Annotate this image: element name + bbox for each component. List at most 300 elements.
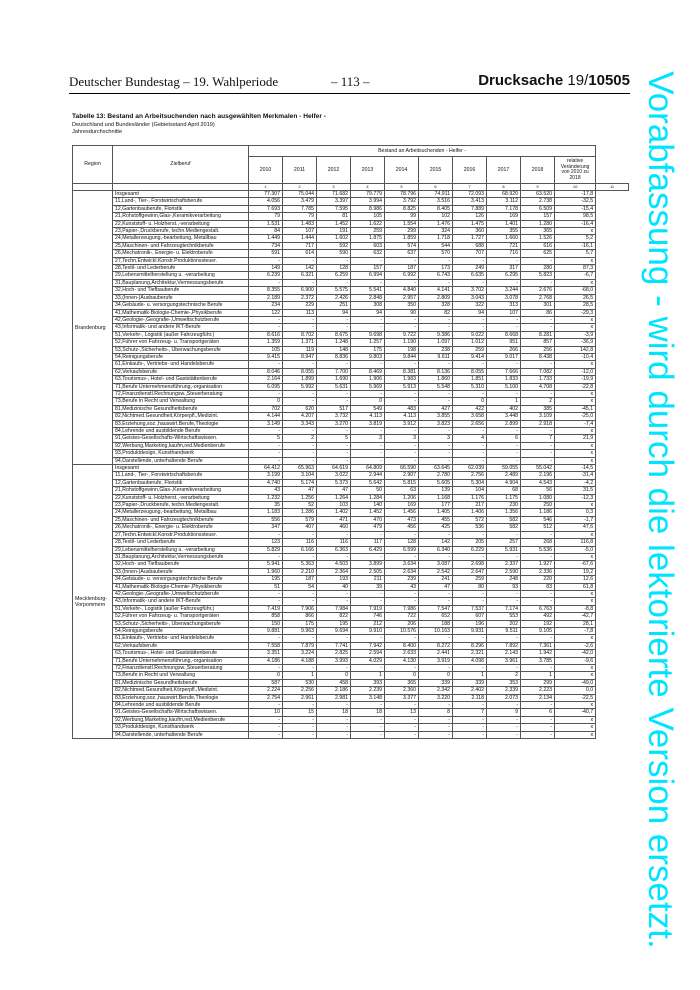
value-cell: x: [555, 731, 596, 738]
value-cell: 248: [487, 576, 521, 583]
zielberuf-header: Zielberuf: [113, 146, 249, 184]
zielberuf-cell: 22,Kunststoff- u. Holzherst.,-verarbeitung: [113, 220, 249, 227]
value-cell: 2.698: [453, 561, 487, 568]
value-cell: 7.700: [317, 368, 351, 375]
value-cell: 9.803: [351, 353, 385, 360]
value-cell: -: [283, 731, 317, 738]
value-cell: 2.848: [351, 294, 385, 301]
value-cell: 94: [317, 309, 351, 316]
table-row: [73, 413, 629, 420]
value-cell: -: [419, 635, 453, 642]
value-cell: 259: [453, 346, 487, 353]
value-cell: 107: [283, 228, 317, 235]
region-cell: Brandenburg: [73, 191, 113, 465]
table-row: [73, 613, 629, 620]
zielberuf-cell: 54,Reinigungsberufe: [113, 353, 249, 360]
value-cell: 113: [283, 309, 317, 316]
value-cell: 47: [283, 487, 317, 494]
value-cell: 549: [351, 405, 385, 412]
value-cell: 857: [521, 339, 555, 346]
value-cell: -: [487, 442, 521, 449]
table-row: [73, 405, 629, 412]
value-cell: 5.605: [419, 479, 453, 486]
value-cell: -: [419, 324, 453, 331]
value-cell: 6.763: [521, 605, 555, 612]
table-row: [73, 546, 629, 553]
value-cell: -: [283, 702, 317, 709]
value-cell: 9.105: [521, 627, 555, 634]
value-cell: -: [283, 442, 317, 449]
value-cell: -: [385, 724, 419, 731]
value-cell: 12,6: [555, 576, 596, 583]
value-cell: 1.248: [317, 339, 351, 346]
value-cell: -: [283, 257, 317, 264]
value-cell: -12,3: [555, 494, 596, 501]
value-cell: -42,7: [555, 613, 596, 620]
value-cell: 8.616: [249, 331, 283, 338]
value-cell: -68,0: [555, 287, 596, 294]
value-cell: -: [487, 428, 521, 435]
zielberuf-cell: 81,Medizinische Gesundheitsberufe: [113, 405, 249, 412]
region-header: Region: [73, 146, 113, 184]
value-cell: -17,8: [555, 191, 596, 198]
value-cell: 75.044: [283, 191, 317, 198]
value-cell: -32,5: [555, 198, 596, 205]
value-cell: 8.281: [521, 331, 555, 338]
value-cell: 3.819: [351, 420, 385, 427]
table-row: [73, 213, 629, 220]
value-cell: 1.284: [351, 494, 385, 501]
value-cell: 365: [385, 679, 419, 686]
value-cell: -49,0: [555, 679, 596, 686]
value-cell: 2.756: [453, 472, 487, 479]
value-cell: 87,3: [555, 265, 596, 272]
value-cell: -: [521, 553, 555, 560]
value-cell: 2.738: [521, 198, 555, 205]
table-row: [73, 250, 629, 257]
value-cell: 4.740: [249, 479, 283, 486]
value-cell: 139: [419, 487, 453, 494]
value-cell: 425: [419, 524, 453, 531]
value-cell: 721: [487, 242, 521, 249]
value-cell: 142: [283, 265, 317, 272]
value-cell: 8.400: [385, 642, 419, 649]
value-cell: 18: [317, 709, 351, 716]
zielberuf-cell: 27,Techn.Entwickl.Konstr.Produktionssteuer.: [113, 257, 249, 264]
value-cell: 99: [385, 213, 419, 220]
value-cell: 8.836: [317, 353, 351, 360]
year-header: 2011: [283, 157, 317, 184]
value-cell: -: [453, 457, 487, 464]
value-cell: 187: [385, 265, 419, 272]
value-cell: 590: [317, 250, 351, 257]
value-cell: 4.186: [249, 657, 283, 664]
value-cell: 1.690: [317, 376, 351, 383]
value-cell: 2.426: [317, 294, 351, 301]
column-index: 2: [283, 184, 317, 191]
column-index: 10: [555, 184, 596, 191]
value-cell: 4: [453, 435, 487, 442]
value-cell: 2.360: [385, 687, 419, 694]
value-cell: 268: [521, 539, 555, 546]
value-cell: x: [555, 257, 596, 264]
value-cell: -: [249, 390, 283, 397]
value-cell: 1.660: [487, 235, 521, 242]
year-header: 2010: [249, 157, 283, 184]
value-cell: 5.815: [385, 479, 419, 486]
value-cell: x: [555, 279, 596, 286]
value-cell: x: [555, 457, 596, 464]
value-cell: 6.900: [283, 287, 317, 294]
value-cell: 40: [317, 583, 351, 590]
table-row: [73, 346, 629, 353]
table-title: Tabelle 13: Bestand an Arbeitsuchenden nach ausgewählten Merkmalen - Helfer -: [72, 113, 326, 120]
zielberuf-cell: 71,Berufe Unternehmensführung,-organisation: [113, 657, 249, 664]
value-cell: -14,5: [555, 465, 596, 472]
value-cell: x: [555, 228, 596, 235]
value-cell: 6.259: [317, 272, 351, 279]
value-cell: 116: [317, 539, 351, 546]
value-cell: 2.196: [521, 472, 555, 479]
value-cell: -: [283, 665, 317, 672]
value-cell: 43: [249, 487, 283, 494]
value-cell: 3.199: [249, 472, 283, 479]
table-row: [73, 487, 629, 494]
value-cell: 47: [419, 583, 453, 590]
value-cell: -: [453, 665, 487, 672]
value-cell: -: [385, 398, 419, 405]
value-cell: -: [317, 361, 351, 368]
value-cell: 64.809: [351, 465, 385, 472]
value-cell: -: [283, 398, 317, 405]
value-cell: 2.342: [419, 687, 453, 694]
value-cell: 9.722: [385, 331, 419, 338]
table-row: [73, 353, 629, 360]
column-index: 7: [453, 184, 487, 191]
value-cell: 3.658: [453, 413, 487, 420]
value-cell: 4.098: [453, 657, 487, 664]
zielberuf-cell: 43,Informatik- und andere IKT-Berufe: [113, 324, 249, 331]
value-cell: 1.456: [385, 509, 419, 516]
value-cell: 3.022: [317, 472, 351, 479]
table-row: [73, 457, 629, 464]
value-cell: 193: [317, 576, 351, 583]
value-cell: 2.780: [419, 472, 453, 479]
value-cell: 2.961: [283, 694, 317, 701]
value-cell: 3.634: [385, 561, 419, 568]
value-cell: 8.469: [351, 368, 385, 375]
value-cell: 625: [521, 250, 555, 257]
zielberuf-cell: 34,Gebäude- u. versorgungstechnische Berufe: [113, 302, 249, 309]
column-index: 6: [419, 184, 453, 191]
value-cell: -: [385, 257, 419, 264]
year-header: 2014: [385, 157, 419, 184]
value-cell: 470: [351, 516, 385, 523]
value-cell: -: [283, 361, 317, 368]
value-cell: -: [283, 316, 317, 323]
value-cell: 1.899: [283, 376, 317, 383]
value-cell: -: [487, 590, 521, 597]
value-cell: 239: [385, 576, 419, 583]
value-cell: 105: [249, 346, 283, 353]
zielberuf-cell: 83,Erziehung,soz.,hauswirt.Berufe,Theologie: [113, 420, 249, 427]
value-cell: 7.986: [385, 605, 419, 612]
zielberuf-cell: 34,Gebäude- u. versorgungstechnische Berufe: [113, 576, 249, 583]
value-cell: 6.340: [419, 546, 453, 553]
value-cell: 707: [453, 250, 487, 257]
value-cell: -: [419, 457, 453, 464]
value-cell: -: [351, 531, 385, 538]
value-cell: 54: [283, 583, 317, 590]
value-cell: 28,1: [555, 620, 596, 627]
header-publication: Deutscher Bundestag – 19. Wahlperiode: [69, 74, 279, 89]
table-row: [73, 279, 629, 286]
table-row: [73, 531, 629, 538]
value-cell: -: [351, 324, 385, 331]
value-cell: 582: [487, 516, 521, 523]
value-cell: 103: [317, 502, 351, 509]
value-cell: 72.093: [453, 191, 487, 198]
value-cell: -: [419, 361, 453, 368]
year-header: 2013: [351, 157, 385, 184]
value-cell: -: [249, 702, 283, 709]
value-cell: -1,7: [555, 516, 596, 523]
value-cell: 1: [453, 672, 487, 679]
value-cell: 7.547: [419, 605, 453, 612]
value-cell: 62.039: [453, 465, 487, 472]
value-cell: -42,0: [555, 650, 596, 657]
value-cell: -: [249, 324, 283, 331]
value-cell: 98,5: [555, 213, 596, 220]
value-cell: -: [317, 316, 351, 323]
value-cell: -: [317, 665, 351, 672]
value-cell: 2.676: [521, 287, 555, 294]
value-cell: -: [283, 324, 317, 331]
year-header: 2015: [419, 157, 453, 184]
value-cell: 360: [453, 228, 487, 235]
value-cell: 2.134: [521, 694, 555, 701]
value-cell: 47,6: [555, 524, 596, 531]
value-cell: 1.622: [351, 220, 385, 227]
value-cell: -: [351, 257, 385, 264]
zielberuf-cell: 41,Mathematik-Biologie-Chemie-,Physikberufe: [113, 309, 249, 316]
table-row: [73, 316, 629, 323]
value-cell: 328: [419, 302, 453, 309]
value-cell: 6.994: [351, 272, 385, 279]
value-cell: x: [555, 502, 596, 509]
value-cell: 1.256: [283, 494, 317, 501]
value-cell: -: [317, 635, 351, 642]
value-cell: -15,4: [555, 205, 596, 212]
value-cell: 123: [249, 539, 283, 546]
value-cell: 2.223: [521, 687, 555, 694]
value-cell: 1.526: [521, 235, 555, 242]
value-cell: 3.912: [385, 420, 419, 427]
value-cell: -: [419, 390, 453, 397]
value-cell: 142,8: [555, 346, 596, 353]
zielberuf-cell: 33,(Innen-)Ausbauberufe: [113, 568, 249, 575]
value-cell: -: [283, 635, 317, 642]
value-cell: -: [249, 450, 283, 457]
value-cell: 591: [249, 250, 283, 257]
value-cell: -: [385, 590, 419, 597]
zielberuf-cell: 72,Finanzdienstl.Rechnungsw.,Steuerberatung: [113, 390, 249, 397]
value-cell: 15: [283, 709, 317, 716]
value-cell: -: [521, 635, 555, 642]
value-cell: -10,4: [555, 353, 596, 360]
table-body: [73, 191, 629, 739]
value-cell: 64.412: [249, 465, 283, 472]
value-cell: 7: [521, 435, 555, 442]
zielberuf-cell: 51,Verkehr-, Logistik (außer Fahrzeugführ.): [113, 605, 249, 612]
value-cell: -: [385, 665, 419, 672]
value-cell: 94: [351, 309, 385, 316]
value-cell: -: [351, 428, 385, 435]
zielberuf-cell: 23,Papier-,Druckberufe, techn.Mediengestalt.: [113, 228, 249, 235]
value-cell: 9.910: [351, 627, 385, 634]
value-cell: 702: [249, 405, 283, 412]
value-cell: 1.012: [453, 339, 487, 346]
value-cell: 2.594: [351, 650, 385, 657]
table-row: [73, 205, 629, 212]
value-cell: -25,0: [555, 413, 596, 420]
zielberuf-cell: 71,Berufe Unternehmensführung,-organisation: [113, 383, 249, 390]
value-cell: 7.942: [351, 642, 385, 649]
value-cell: x: [555, 665, 596, 672]
value-cell: 301: [521, 302, 555, 309]
value-cell: -: [283, 716, 317, 723]
table-row: [73, 257, 629, 264]
value-cell: 196: [453, 620, 487, 627]
value-cell: 616: [521, 242, 555, 249]
value-cell: 195: [317, 620, 351, 627]
value-cell: 530: [283, 679, 317, 686]
index-blank: [73, 184, 113, 191]
table-head: [73, 146, 629, 191]
value-cell: 68: [487, 487, 521, 494]
value-cell: -: [351, 361, 385, 368]
zielberuf-cell: 91,Geistes-Gesellschafts-Wirtschaftswissen.: [113, 709, 249, 716]
value-cell: -: [521, 731, 555, 738]
table-row: [73, 731, 629, 738]
value-cell: 93: [487, 583, 521, 590]
value-cell: 1.280: [521, 220, 555, 227]
value-cell: -: [419, 590, 453, 597]
value-cell: -: [385, 361, 419, 368]
value-cell: 455: [419, 516, 453, 523]
value-cell: 3.148: [351, 694, 385, 701]
value-cell: 4.113: [385, 413, 419, 420]
zielberuf-cell: 24,Metallerzeugung,-bearbeitung, Metallbau: [113, 235, 249, 242]
column-index: 5: [385, 184, 419, 191]
value-cell: -: [249, 361, 283, 368]
value-cell: 1.359: [249, 339, 283, 346]
value-cell: 7: [453, 709, 487, 716]
value-cell: 3.149: [249, 420, 283, 427]
value-cell: 427: [419, 405, 453, 412]
value-cell: -: [249, 457, 283, 464]
value-cell: 2: [487, 672, 521, 679]
value-cell: -: [351, 390, 385, 397]
value-cell: 230: [487, 502, 521, 509]
value-cell: 6.509: [521, 205, 555, 212]
value-cell: 7.174: [487, 605, 521, 612]
value-cell: -: [317, 324, 351, 331]
value-cell: -: [521, 457, 555, 464]
value-cell: -: [521, 279, 555, 286]
value-cell: -7,8: [555, 627, 596, 634]
value-cell: 1.475: [453, 220, 487, 227]
value-cell: -: [385, 553, 419, 560]
value-cell: 460: [317, 524, 351, 531]
value-cell: -: [453, 531, 487, 538]
value-cell: 6: [487, 435, 521, 442]
value-cell: -: [385, 316, 419, 323]
value-cell: -: [249, 553, 283, 560]
zielberuf-cell: 63,Tourismus-, Hotel- und Gaststättenberufe: [113, 376, 249, 383]
value-cell: 2.118: [453, 694, 487, 701]
value-cell: 1.860: [419, 376, 453, 383]
value-cell: 169: [487, 213, 521, 220]
value-cell: 8.055: [283, 368, 317, 375]
value-cell: 614: [283, 250, 317, 257]
value-cell: 2.186: [317, 687, 351, 694]
value-cell: -16,1: [555, 242, 596, 249]
value-cell: 0: [249, 398, 283, 405]
value-cell: 82: [419, 309, 453, 316]
zielberuf-cell: 11,Land-, Tier-, Forstwirtschaftsberufe: [113, 472, 249, 479]
value-cell: 128: [317, 265, 351, 272]
value-cell: x: [555, 598, 596, 605]
value-cell: -: [317, 724, 351, 731]
value-cell: -: [385, 598, 419, 605]
value-cell: -: [249, 257, 283, 264]
table-row: [73, 220, 629, 227]
table-row: [73, 435, 629, 442]
value-cell: 119: [283, 346, 317, 353]
table-row: [73, 539, 629, 546]
value-cell: 2.364: [317, 568, 351, 575]
index-blank: [113, 184, 249, 191]
value-cell: 7.741: [317, 642, 351, 649]
value-cell: 2.337: [487, 561, 521, 568]
value-cell: 177: [419, 502, 453, 509]
value-cell: -: [385, 390, 419, 397]
zielberuf-cell: 73,Berufe in Recht und Verwaltung: [113, 398, 249, 405]
value-cell: 6.166: [283, 546, 317, 553]
value-cell: 116,8: [555, 539, 596, 546]
value-cell: 3.244: [487, 287, 521, 294]
value-cell: 2.768: [521, 294, 555, 301]
value-cell: 1.175: [487, 494, 521, 501]
value-cell: -: [249, 316, 283, 323]
zielberuf-cell: 42,Geologie-,Geografie-,Umweltschutzberufe: [113, 590, 249, 597]
value-cell: 3.351: [249, 650, 283, 657]
value-cell: 8.272: [419, 642, 453, 649]
value-cell: 83: [521, 583, 555, 590]
value-cell: 256: [521, 346, 555, 353]
zielberuf-cell: 61,Einkaufs-, Vertriebs- und Handelsberufe: [113, 361, 249, 368]
value-cell: 5.941: [249, 561, 283, 568]
table-row: [73, 605, 629, 612]
value-cell: -: [249, 598, 283, 605]
value-cell: 6.295: [487, 272, 521, 279]
value-cell: -: [453, 361, 487, 368]
value-cell: -: [419, 724, 453, 731]
value-cell: 1: [351, 672, 385, 679]
value-cell: -: [487, 450, 521, 457]
value-cell: 1.206: [385, 494, 419, 501]
